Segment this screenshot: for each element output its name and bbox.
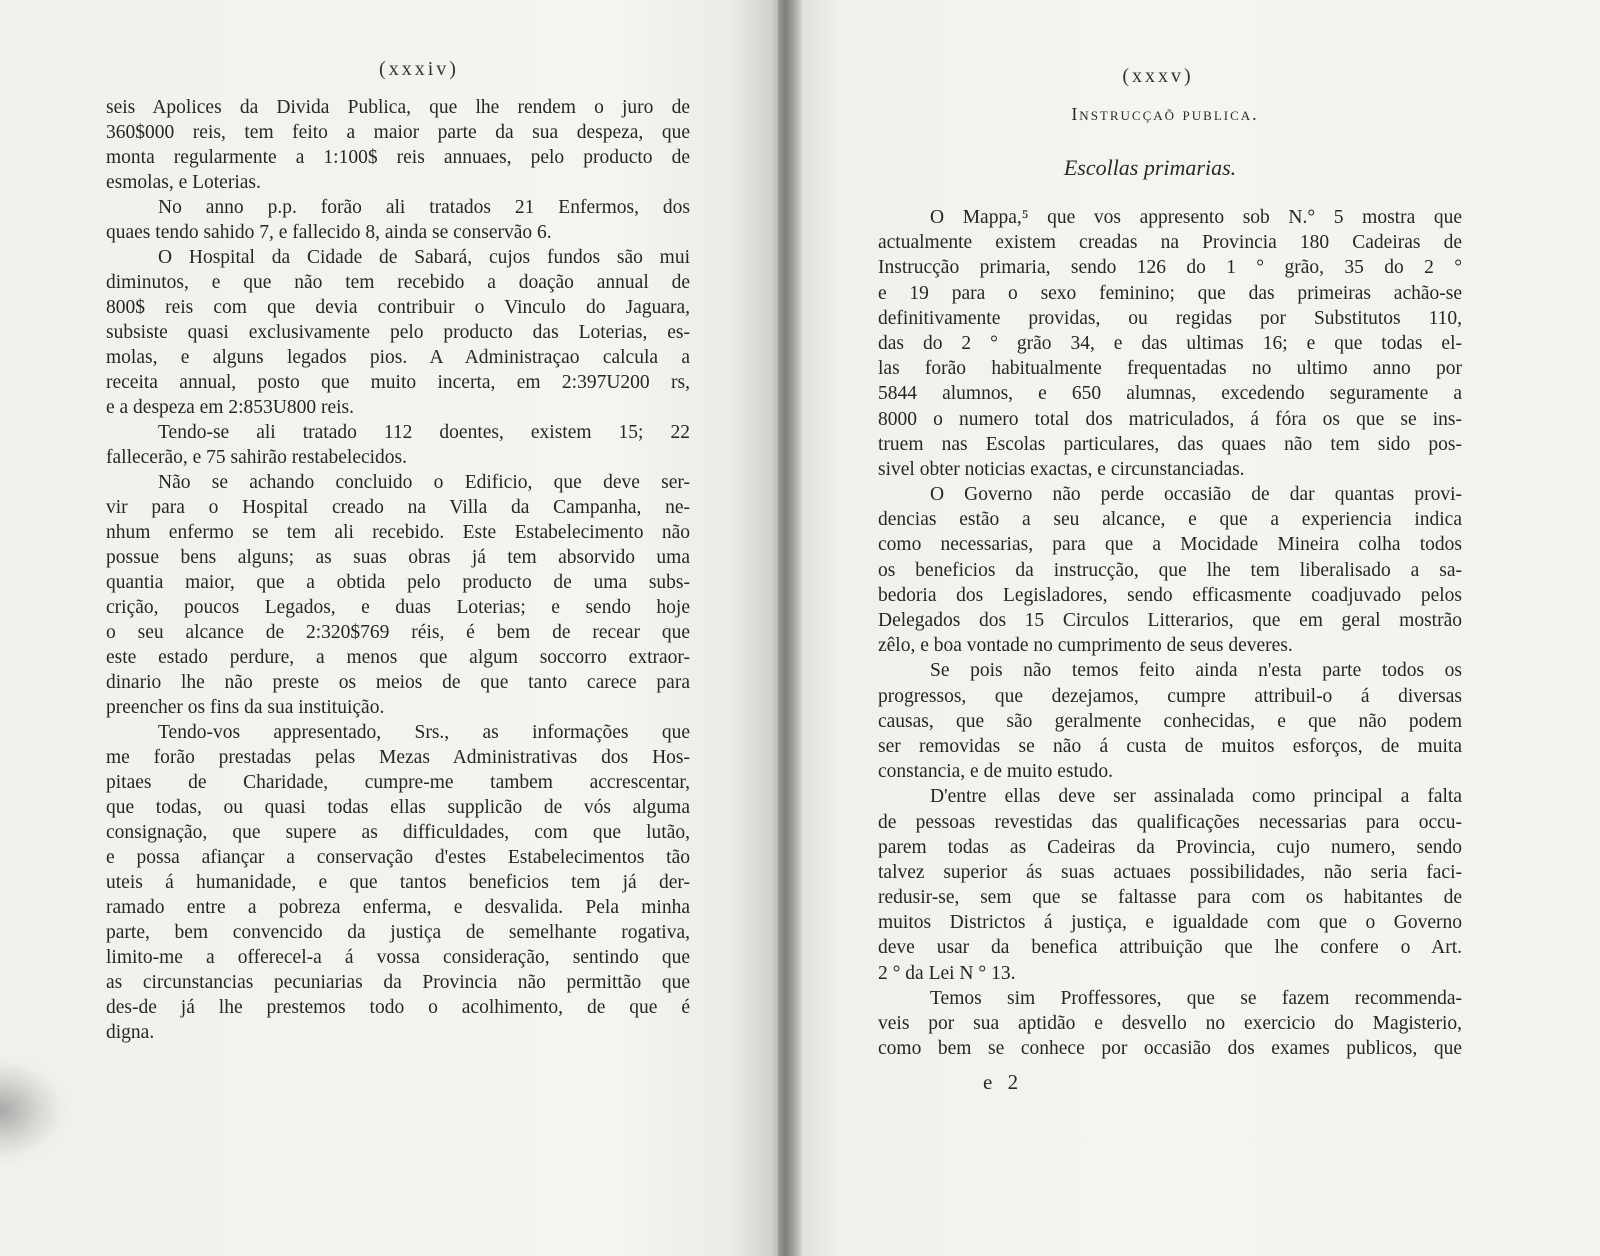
paragraph [878, 986, 1462, 1062]
text-line: vir para o Hospital creado na Villa da Campanha, ne- [106, 497, 690, 518]
text-line: nhum enfermo se tem ali recebido. Este Estabelecimento não [106, 522, 690, 543]
text-line: de pessoas revestidas das qualificações necessarias para occu- [878, 811, 1462, 833]
text-line: dencias estão a seu alcance, e que a experiencia indica [878, 509, 1462, 531]
text-line: talvez superior ás suas actuaes possibilidades, não seria faci- [878, 861, 1462, 883]
text-line: como necessarias, para que a Mocidade Mineira colha todos [878, 534, 1462, 556]
text-line: esmolas, e Loterias. [106, 172, 261, 193]
text-line: quaes tendo sahido 7, e fallecido 8, ainda se conservão 6. [106, 222, 552, 243]
text-line: receita annual, posto que muito incerta, em 2:397U200 rs, [106, 372, 690, 393]
left-page-number: (xxxiv) [379, 58, 459, 80]
paragraph [106, 420, 690, 470]
text-line: digna. [106, 1022, 155, 1043]
text-line: 360$000 reis, tem feito a maior parte da sua despeza, que [106, 122, 690, 143]
text-line: truem nas Escolas particulares, das quaes não tem sido pos- [878, 433, 1462, 455]
text-line: limito-me a offerecel-a á vossa consideração, sentindo que [106, 947, 690, 968]
text-line: des-de já lhe prestemos todo o acolhimento, de que é [106, 997, 690, 1018]
text-line: veis por sua aptidão e desvello no exercicio do Magisterio, [878, 1013, 1462, 1034]
book-gutter [778, 0, 802, 1256]
subsection-title: Escollas primarias. [1063, 155, 1237, 180]
paragraph [878, 784, 1462, 986]
text-line: possue bens alguns; as suas obras já tem absorvido uma [106, 547, 690, 568]
text-line: causas, que são geralmente conhecidas, e que não podem [878, 710, 1462, 732]
page-corner-curl [0, 1055, 70, 1165]
text-line: constancia, e de muito estudo. [878, 761, 1114, 783]
text-line: parem todas as Cadeiras da Provincia, cujo numero, sendo [878, 836, 1462, 858]
text-line: subsiste quasi exclusivamente pelo producto das Loterias, es- [106, 322, 690, 343]
text-line: que todas, ou quasi todas ellas supplicão de vós alguma [106, 797, 690, 818]
text-line: progressos, que dezejamos, cumpre attribuil-o á diversas [878, 685, 1462, 707]
text-line: 2 ° da Lei N ° 13. [878, 962, 1016, 984]
text-line: redusir-se, sem que se faltasse para com os habitantes de [878, 887, 1462, 909]
text-line: seis Apolices da Divida Publica, que lhe rendem o juro de [106, 97, 690, 118]
text-line: Não se achando concluido o Edificio, que deve ser- [158, 472, 690, 493]
text-line: os beneficios da instrucção, que lhe tem liberalisado a sa- [878, 559, 1462, 581]
left-page-body [106, 95, 690, 1045]
text-line: o seu alcance de 2:320$769 réis, é bem de recear que [106, 622, 690, 643]
text-line: me forão prestadas pelas Mezas Administrativas dos Hos- [106, 747, 690, 768]
text-line: O Mappa,⁵ que vos appresento sob N.° 5 mostra que [930, 207, 1462, 228]
text-line: sivel obter noticias exactas, e circunstanciadas. [878, 458, 1245, 480]
text-line: las forão habitualmente frequentadas no ultimo anno por [878, 358, 1462, 380]
paragraph [106, 245, 690, 420]
text-line: deve usar da benefica attribuição que lhe confere o Art. [878, 937, 1462, 959]
text-line: preencher os fins da sua instituição. [106, 697, 385, 718]
text-line: dinario lhe não preste os meios de que tanto carece para [106, 672, 690, 693]
text-line: parte, bem convencido da justiça de semelhante rogativa, [106, 922, 690, 943]
right-page-body [878, 205, 1462, 1061]
text-line: e possa afiançar a conservação d'estes Estabelecimentos tão [106, 847, 690, 868]
text-line: 8000 o numero total dos matriculados, á fóra os que se ins- [878, 408, 1462, 430]
text-line: monta regularmente a 1:100$ reis annuaes, pelo producto de [106, 147, 690, 168]
paragraph [878, 482, 1462, 658]
text-line: actualmente existem creadas na Provincia 180 Cadeiras de [878, 232, 1462, 254]
text-line: O Governo não perde occasião de dar quantas provi- [930, 484, 1462, 506]
text-line: como bem se conhece por occasião dos exames publicos, que [878, 1038, 1462, 1060]
text-line: O Hospital da Cidade de Sabará, cujos fundos são mui [158, 247, 690, 268]
text-line: D'entre ellas deve ser assinalada como principal a falta [930, 786, 1462, 808]
text-line: 800$ reis com que devia contribuir o Vinculo do Jaguara, [106, 297, 690, 318]
right-page-number: (xxxv) [1122, 65, 1194, 87]
text-line: Temos sim Proffessores, que se fazem recommenda- [930, 987, 1462, 1009]
paragraph [106, 720, 690, 1045]
text-line: Tendo-vos appresentado, Srs., as informações que [158, 722, 690, 743]
text-line: definitivamente providas, ou regidas por Substitutos 110, [878, 307, 1462, 329]
text-line: pitaes de Charidade, cumpre-me tambem accrescentar, [106, 772, 690, 793]
paragraph [106, 195, 690, 245]
text-line: e a despeza em 2:853U800 reis. [106, 397, 354, 418]
text-line: fallecerão, e 75 sahirão restabelecidos. [106, 447, 408, 468]
text-line: zêlo, e boa vontade no cumprimento de seus deveres. [878, 635, 1293, 657]
text-line: 5844 alumnos, e 650 alumnas, excedendo seguramente a [878, 383, 1462, 405]
text-line: este estado perdure, a menos que algum soccorro extraor- [106, 647, 690, 668]
text-line: e 19 para o sexo feminino; que das primeiras achão-se [878, 282, 1462, 304]
text-line: ramado entre a pobreza enferma, e desvalida. Pela minha [106, 897, 690, 918]
paragraph [878, 205, 1462, 482]
text-line: No anno p.p. forão ali tratados 21 Enfermos, dos [158, 197, 690, 218]
text-line: uteis á humanidade, e que tantos beneficios tem já der- [106, 872, 690, 893]
text-line: molas, e alguns legados pios. A Administraçao calcula a [106, 347, 690, 368]
paragraph [106, 470, 690, 720]
text-line: consignação, que supere as difficuldades, com que lutão, [106, 822, 690, 843]
text-line: Instrucção primaria, sendo 126 do 1 ° grão, 35 do 2 ° [878, 257, 1462, 279]
signature-mark: e 2 [983, 1070, 1024, 1094]
text-line: Tendo-se ali tratado 112 doentes, existem 15; 22 [158, 422, 690, 443]
text-line: Delegados dos 15 Circulos Litterarios, que em geral mostrão [878, 610, 1462, 631]
text-line: ser removidas se não á custa de muitos esforços, de muita [878, 735, 1462, 757]
paragraph [878, 658, 1462, 784]
text-line: bedoria dos Legisladores, sendo efficasmente coadjuvado pelos [878, 584, 1462, 606]
text-line: as circunstancias pecuniarias da Provincia não permittão que [106, 972, 690, 993]
text-line: muitos Districtos á justiça, e igualdade com que o Governo [878, 912, 1462, 934]
text-line: crição, poucos Legados, e duas Loterias; e sendo hoje [106, 597, 690, 618]
text-line: diminutos, e que não tem recebido a doação annual de [106, 272, 690, 293]
section-title: Instrucçaõ publica. [1071, 104, 1259, 124]
text-line: Se pois não temos feito ainda n'esta parte todos os [930, 660, 1462, 682]
text-line: quantia maior, que a obtida pelo producto de uma subs- [106, 572, 690, 593]
paragraph [106, 95, 690, 195]
text-line: das do 2 ° grão 34, e das ultimas 16; e que todas el- [878, 332, 1462, 354]
